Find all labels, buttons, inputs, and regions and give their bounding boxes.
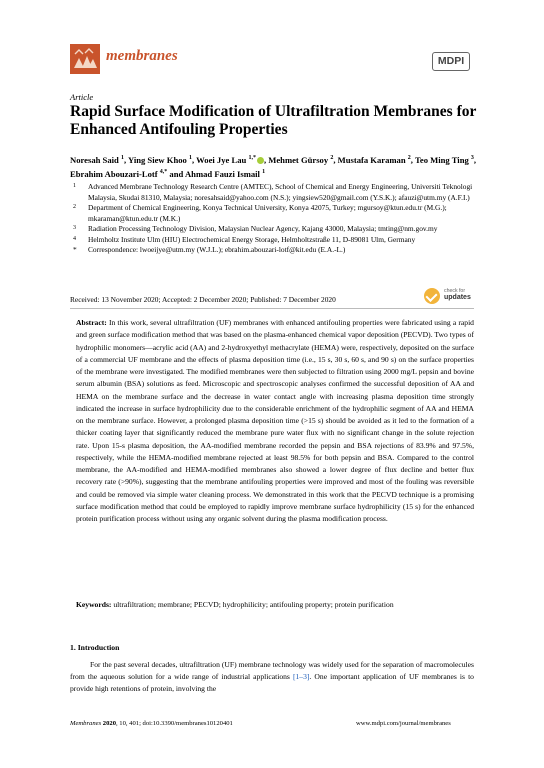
divider [70,308,474,309]
journal-name[interactable]: membranes [106,48,178,64]
author: Ahmad Fauzi Ismail [184,168,260,179]
author: Noresah Said [70,154,119,165]
correspondence: * Correspondence: lwoeijye@utm.my (W.J.L.); ebrahim.abouzari-lotf@kit.edu (E.A.-L.) [73,245,346,254]
footer-url[interactable]: www.mdpi.com/journal/membranes [356,720,451,727]
affiliation: 1 Advanced Membrane Technology Research Centre (AMTEC), School of Chemical and Energy Engineering, Universiti Teknologi Malaysia, Skudai 81310, Malaysia; noresahsaid@yahoo.com (N.S.); yingsiew520@gmail.com (Y.S.K.); afauzi@utm.my (A.F.I.) [73,182,473,202]
affiliation: 3 Radiation Processing Technology Division, Malaysian Nuclear Agency, Kajang 43000, Malaysia; tmting@nm.gov.my [73,224,438,233]
keywords-label: Keywords: [76,600,112,609]
abstract-text: In this work, several ultrafiltration (UF) membranes with enhanced antifouling properties were fabricated using a rapid and green surface modification method that was based on the plasma-enhanced chemical vapor deposition (PECVD). Two types of hydrophilic monomers—acrylic acid (AA) and 2-hydroxyethyl methacrylate (HEMA) were, respectively, deposited on the surface of a commercial UF membrane and the effects of plasma deposition time (i.e., 15 s, 30 s, 60 s, and 90 s) on the surface properties of the membrane were investigated. The modified membranes were then subjected to filtration using 2000 mg/L pepsin and bovine serum albumin (BSA) solutions as feed. Microscopic and spectroscopic analyses confirmed the successful deposition of AA and HEMA on the membrane surface and the decrease in water contact angle with increasing plasma deposition time strongly indicated the increase in surface hydrophilicity due to the considerable enrichment of the hydrophilic segment of AA and HEMA on the membrane surface. However, a prolonged plasma deposition time (>15 s) should be avoided as it led to the formation of a thicker coating layer that significantly reduced the membrane pure water flux with no significant change in the solute rejection rate. Upon 15-s plasma deposition, the AA-modified membrane recorded the pepsin and BSA rejections of 83.9% and 97.5%, respectively, while the HEMA-modified membrane rejected at least 98.5% for both pepsin and BSA. Compared to the control membrane, the AA-modified and HEMA-modified membranes also showed a lower degree of flux decline and better flux recovery rate (>90%), suggesting that the membrane antifouling properties were improved and most of the fouling was reversible and could be removed via simple water cleaning process. We demonstrated in this work that the PECVD technique is a promising surface modification method that could be employed to rapidly improve membrane surface hydrophilicity (15 s) for the enhanced protein purification process without using any organic solvent during the plasma modification process. [76,318,474,523]
abstract-label: Abstract: [76,318,107,327]
article-title: Rapid Surface Modification of Ultrafiltration Membranes for Enhanced Antifouling Properties [70,103,477,138]
affiliation: 4 Helmholtz Institute Ulm (HIU) Electrochemical Energy Storage, Helmholtzstraße 11, D-89081 Ulm, Germany [73,234,416,244]
author: Teo Ming Ting [414,154,469,165]
abstract [76,317,474,525]
journal-logo [70,44,100,74]
checkmark-icon [424,288,440,304]
author: Mehmet Gürsoy [268,154,329,165]
author: Woei Jye Lau [196,154,247,165]
author: Mustafa Karaman [337,154,406,165]
publisher-logo[interactable]: MDPI [432,52,470,71]
citation-link[interactable]: [1–3] [292,672,310,682]
publication-dates: Received: 13 November 2020; Accepted: 2 December 2020; Published: 7 December 2020 [70,295,336,304]
keywords [76,599,474,611]
intro-paragraph: For the past several decades, ultrafiltration (UF) membrane technology was widely used for the separation of macromolecules from the aqueous solution for a wide range of industrial applications [1–3]. One important application of UF membranes is to provide high retentions of protein, involving the [70,660,474,694]
orcid-icon[interactable] [257,157,264,164]
footer-citation: Membranes 2020, 10, 401; doi:10.3390/membranes10120401 [70,720,233,727]
keywords-text: ultrafiltration; membrane; PECVD; hydrophilicity; antifouling property; protein purification [113,600,394,609]
author: Ebrahim Abouzari-Lotf [70,168,158,179]
check-for-updates-badge[interactable]: check for updates [424,287,472,305]
article-type: Article [70,92,94,102]
section-heading: 1. Introduction [70,643,120,652]
affiliation: 2 Department of Chemical Engineering, Konya Technical University, Konya 42075, Turkey; mgursoy@ktun.edu.tr (M.G.); mkaraman@ktun.edu.tr (M.K.) [73,203,447,223]
author: Ying Siew Khoo [127,154,187,165]
affiliations [70,182,480,256]
author-list: Noresah Said $^1$, Ying Siew Khoo $^1$, Woei Jye Lau $^{1,*}$ , Mehmet Gürsoy $^2$, Mustafa Karaman $^2$, Teo Ming Ting $^3$, Ebrahim Abouzari-Lotf $^{4,*}$ and Ahmad Fauzi Ismail $^1$ [70,154,477,179]
